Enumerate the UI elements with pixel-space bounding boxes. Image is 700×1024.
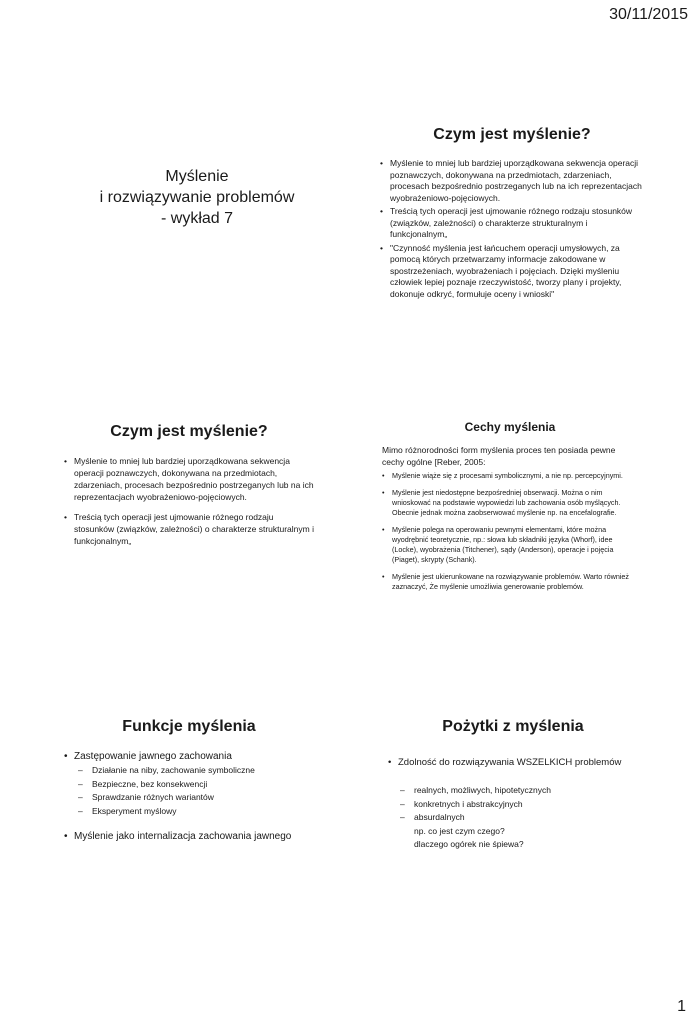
page-number: 1 xyxy=(677,998,686,1015)
list-item: • Myślenie jako internalizacja zachowania jawnego xyxy=(64,830,314,844)
slide-heading: Czym jest myślenie? xyxy=(110,423,268,440)
list-item: • "Czynność myślenia jest łańcuchem operacji umysłowych, za pomocą których przetwarzamy informacje zakodowane w spostrzeżeniach, wyobrażeniach i pojęciach. Dzięki myśleniu człowiek lepiej poznaje rzeczywistość, tworzy plany i projekty, dokonuje odkryć, formułuje oceny i wnioski" xyxy=(380,243,644,301)
bullet-list xyxy=(64,455,314,547)
list-item: • Treścią tych operacji jest ujmowanie różnego rodzaju stosunków (związków, zależności) o charakterze strukturalnym i funkcjonalnym„ xyxy=(380,206,644,241)
sub-list-item: – realnych, możliwych, hipotetycznych xyxy=(400,784,638,798)
bullet-list xyxy=(380,158,644,300)
list-item: • Myślenie jest niedostępne bezpośredniej obserwacji. Można o nim wnioskować na podstawie wypowiedzi lub zachowania osób myślących. Obecnie jednak można zaobserwować myślenie np. na encefalografie. xyxy=(382,488,638,518)
slide-pozytki-z-myslenia xyxy=(388,718,638,852)
sub-list-item: – Bezpieczne, bez konsekwencji xyxy=(78,778,314,792)
slide-funkcje-myslenia xyxy=(64,718,314,844)
list-item: • Myślenie polega na operowaniu pewnymi elementami, które można wyodrębnić teoretycznie, np.: słowa lub składniki języka (Whorf), idee (Locke), wyobrażenia (Titchener), sądy (Anderson), operacje i pojęcia (Piaget), skrypty (Schank). xyxy=(382,525,638,565)
example-text: np. co jest czym czego? xyxy=(414,825,505,836)
intro-text: Mimo różnorodności form myślenia proces ten posiada pewne cechy ogólne [Reber, 2005: xyxy=(382,445,616,467)
title-line-2: i rozwiązywanie problemów xyxy=(99,189,295,206)
print-date: 30/11/2015 xyxy=(609,6,688,23)
list-item: • Zastępowanie jawnego zachowania xyxy=(64,750,314,764)
title-line-3: - wykład 7 xyxy=(160,210,234,227)
bullet-list xyxy=(382,471,638,592)
list-item: • Myślenie jest ukierunkowane na rozwiązywanie problemów. Warto również zaznaczyć, Że myślenie umożliwia generowanie problemów. xyxy=(382,572,638,592)
slide-czym-jest-myslenie-1 xyxy=(380,126,644,302)
list-item: • Zdolność do rozwiązywania WSZELKICH problemów xyxy=(388,756,638,770)
list-item: • Myślenie wiąże się z procesami symbolicznymi, a nie np. percepcyjnymi. xyxy=(382,471,638,481)
title-line-1: Myślenie xyxy=(165,168,229,185)
bullet-list xyxy=(64,750,314,844)
example-text: dlaczego ogórek nie śpiewa? xyxy=(414,839,524,849)
slide-cechy-myslenia xyxy=(382,420,638,599)
slide-czym-jest-myslenie-2 xyxy=(64,423,314,555)
sub-list-item: – absurdalnych xyxy=(400,811,638,825)
slide-heading: Funkcje myślenia xyxy=(122,718,256,735)
slide-heading: Czym jest myślenie? xyxy=(433,126,591,143)
slide-heading: Cechy myślenia xyxy=(464,420,556,434)
slide-title xyxy=(38,166,356,229)
sub-list-item: – Działanie na niby, zachowanie symboliczne xyxy=(78,764,314,778)
list-item: • Myślenie to mniej lub bardziej uporządkowana sekwencja operacji poznawczych, dokonywana na przedmiotach, zdarzeniach, procesach bezpośrednio postrzeganych lub na ich reprezentacjach wyobrażeniowo-pojęciowych. xyxy=(64,455,314,503)
slide-heading: Pożytki z myślenia xyxy=(442,718,584,735)
bullet-list xyxy=(388,756,638,852)
sub-list-item: – Eksperyment myślowy xyxy=(78,805,314,819)
sub-list-item: – Sprawdzanie różnych wariantów xyxy=(78,791,314,805)
list-item: • Myślenie to mniej lub bardziej uporządkowana sekwencja operacji poznawczych, dokonywana na przedmiotach, zdarzeniach, procesach bezpośrednio postrzeganych lub na ich reprezentacjach wyobrażeniowo-pojęciowych. xyxy=(380,158,644,204)
sub-list-item: – konkretnych i abstrakcyjnych xyxy=(400,798,638,812)
list-item: • Treścią tych operacji jest ujmowanie różnego rodzaju stosunków (związków, zależności) o charakterze strukturalnym i funkcjonalnym„ xyxy=(64,511,314,547)
